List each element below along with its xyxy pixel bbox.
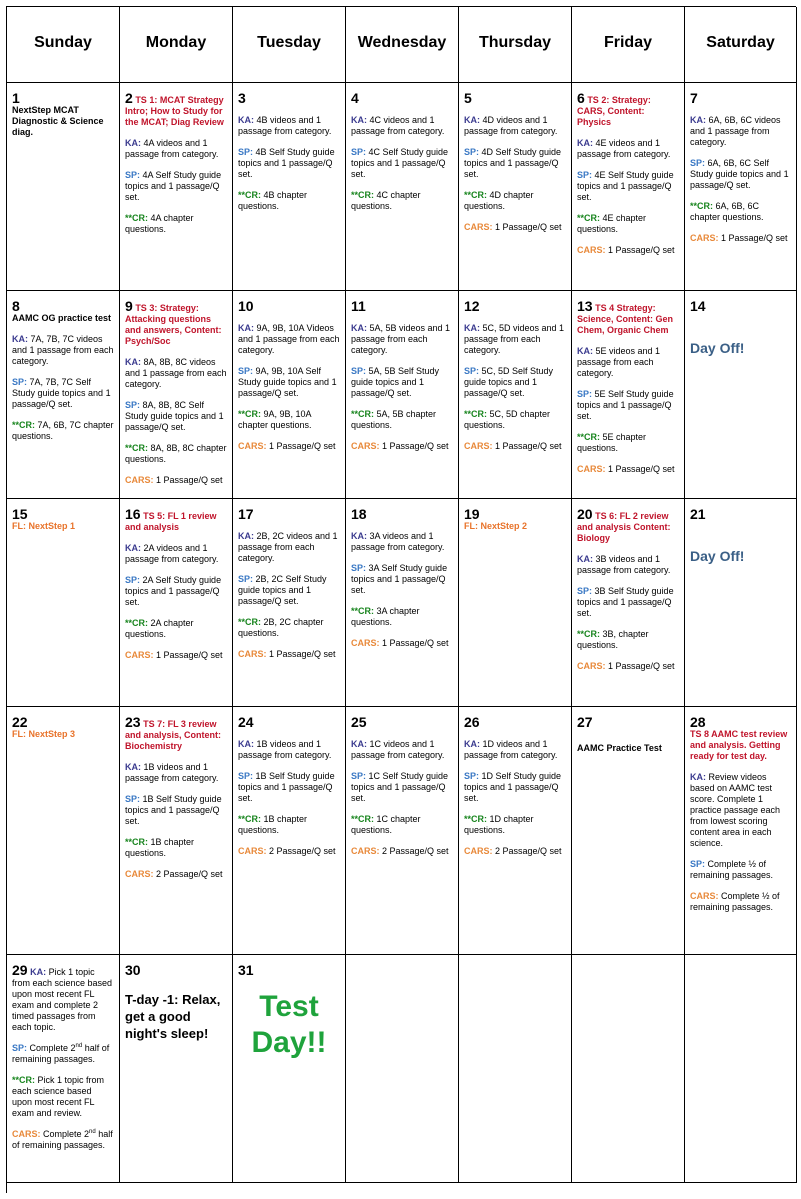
sp-label: SP:: [125, 400, 141, 410]
ka-label: KA:: [577, 138, 593, 148]
day-cell-19: [459, 499, 572, 707]
day-cell-6: [572, 83, 685, 291]
day-number: 18: [351, 506, 367, 522]
sp-text: 4D Self Study guide topics and 1 passage/Q set.: [464, 147, 562, 179]
day-number: 4: [351, 90, 359, 106]
ka-text: Review videos based on AAMC test score. Complete 1 practice passage each from lowest scoring content area in each science.: [690, 772, 781, 848]
ts-title: TS 2: Strategy: CARS, Content: Physics: [577, 95, 651, 127]
header-thursday: Thursday: [459, 7, 572, 83]
empty-cell: [572, 955, 685, 1183]
ka-text: 1C videos and 1 passage from category.: [351, 739, 445, 760]
day-cell-4: [346, 83, 459, 291]
test-day-label: Test Day!!: [251, 990, 327, 1059]
sp-label: SP:: [351, 366, 367, 376]
ts-title: TS 7: FL 3 review and analysis, Content: Biochemistry: [125, 719, 222, 751]
cr-text: 3B, chapter questions.: [577, 629, 649, 650]
day-cell-1: [7, 83, 120, 291]
day-number: 12: [464, 298, 480, 314]
ka-text: 4C videos and 1 passage from category.: [351, 115, 445, 136]
ka-text: 3A videos and 1 passage from category.: [351, 531, 445, 552]
ka-text: 4B videos and 1 passage from category.: [238, 115, 332, 136]
sp-label: SP:: [125, 794, 141, 804]
day-cell-7: [685, 83, 797, 291]
day-off-label: Day Off!: [690, 548, 745, 564]
day-number: 11: [351, 298, 366, 314]
day-event-title: AAMC OG practice test: [12, 313, 112, 323]
day-number: 22: [12, 714, 28, 730]
ka-text: 5E videos and 1 passage from each category.: [577, 346, 661, 378]
cars-text: 1 Passage/Q set: [718, 233, 788, 243]
sp-text: 1D Self Study guide topics and 1 passage/Q set.: [464, 771, 562, 803]
day-off-label: Day Off!: [690, 340, 745, 356]
ts-title: TS 3: Strategy: Attacking questions and answers, Content: Psych/Soc: [125, 303, 222, 346]
cr-label: **CR:: [351, 409, 375, 419]
sp-label: SP:: [238, 366, 254, 376]
cr-text: 2B, 2C chapter questions.: [238, 617, 324, 638]
day-number: 16: [125, 506, 141, 522]
cars-text: 2 Passage/Q set: [492, 846, 562, 856]
header-monday: Monday: [120, 7, 233, 83]
day-event-title: NextStep MCAT Diagnostic & Science diag.: [12, 105, 104, 137]
cr-text: 1C chapter questions.: [351, 814, 421, 835]
cr-label: **CR:: [690, 201, 714, 211]
cars-text: 1 Passage/Q set: [492, 441, 562, 451]
sp-text: 3A Self Study guide topics and 1 passage/Q set.: [351, 563, 448, 595]
cr-label: **CR:: [12, 420, 36, 430]
cars-label: CARS:: [351, 846, 380, 856]
cars-text: Complete ½ of remaining passages.: [690, 891, 780, 912]
sp-label: SP:: [12, 1043, 28, 1053]
cars-text: 1 Passage/Q set: [605, 661, 675, 671]
day-number: 8: [12, 298, 20, 314]
sp-text: 3B Self Study guide topics and 1 passage/Q set.: [577, 586, 674, 618]
day-number: 9: [125, 298, 133, 314]
ka-label: KA:: [351, 739, 367, 749]
day-number: 21: [690, 506, 706, 522]
cars-text: 1 Passage/Q set: [266, 649, 336, 659]
sp-text: 4A Self Study guide topics and 1 passage/Q set.: [125, 170, 222, 202]
day-cell-26: [459, 707, 572, 955]
ordinal-suffix: nd: [89, 1129, 96, 1135]
day-cell-22: [7, 707, 120, 955]
day-number: 17: [238, 506, 254, 522]
cr-text: 6A, 6B, 6C chapter questions.: [690, 201, 764, 222]
ka-label: KA:: [238, 323, 254, 333]
t-day-minus-one-note: T-day -1: Relax, get a good night's sleep!: [125, 992, 221, 1041]
day-cell-10: [233, 291, 346, 499]
ka-label: KA:: [577, 346, 593, 356]
sp-label: SP:: [12, 377, 28, 387]
cr-label: **CR:: [577, 629, 601, 639]
cr-text: 4D chapter questions.: [464, 190, 534, 211]
cr-label: **CR:: [238, 190, 262, 200]
cr-text: 4B chapter questions.: [238, 190, 308, 211]
sp-label: SP:: [351, 147, 367, 157]
ka-text: 1B videos and 1 passage from category.: [125, 762, 219, 783]
cr-text: 4C chapter questions.: [351, 190, 421, 211]
day-cell-27: [572, 707, 685, 955]
sp-text: Complete ½ of remaining passages.: [690, 859, 774, 880]
cr-label: **CR:: [238, 409, 262, 419]
ka-text: 2A videos and 1 passage from category.: [125, 543, 219, 564]
cr-text: 5A, 5B chapter questions.: [351, 409, 437, 430]
calendar: [6, 6, 796, 1193]
full-length-label: FL: NextStep 2: [464, 521, 528, 531]
day-number: 24: [238, 714, 254, 730]
ka-label: KA:: [577, 554, 593, 564]
sp-label: SP:: [464, 147, 480, 157]
ka-label: KA:: [351, 323, 367, 333]
day-number: 29: [12, 962, 28, 978]
ka-text: 4D videos and 1 passage from category.: [464, 115, 558, 136]
cr-text: 7A, 6B, 7C chapter questions.: [12, 420, 114, 441]
sp-text: 5C, 5D Self Study guide topics and 1 passage/Q set.: [464, 366, 554, 398]
cars-label: CARS:: [577, 464, 606, 474]
cr-label: **CR:: [125, 837, 149, 847]
cr-label: **CR:: [464, 814, 488, 824]
cr-label: **CR:: [464, 409, 488, 419]
ts-title: TS 5: FL 1 review and analysis: [125, 511, 217, 532]
cars-label: CARS:: [464, 222, 493, 232]
sp-label: SP:: [577, 586, 593, 596]
ka-label: KA:: [464, 115, 480, 125]
day-number: 10: [238, 298, 254, 314]
ka-text: 2B, 2C videos and 1 passage from each category.: [238, 531, 338, 563]
cars-text: 1 Passage/Q set: [605, 464, 675, 474]
full-length-label: FL: NextStep 3: [12, 729, 76, 739]
ts-title: TS 4 Strategy: Science, Content: Gen Chem, Organic Chem: [577, 303, 674, 335]
sp-text: 2B, 2C Self Study guide topics and 1 passage/Q set.: [238, 574, 327, 606]
cr-label: **CR:: [351, 814, 375, 824]
sp-label: SP:: [577, 170, 593, 180]
sp-text: 5A, 5B Self Study guide topics and 1 passage/Q set.: [351, 366, 440, 398]
day-cell-11: [346, 291, 459, 499]
cr-label: **CR:: [351, 606, 375, 616]
day-number: 14: [690, 298, 706, 314]
sp-text: Complete 2: [27, 1043, 76, 1053]
cr-label: **CR:: [238, 617, 262, 627]
ts-title: TS 1: MCAT Strategy Intro; How to Study for the MCAT; Diag Review: [125, 95, 224, 127]
ka-text: 4E videos and 1 passage from category.: [577, 138, 671, 159]
cars-text-cont: half of remaining passages.: [12, 1129, 113, 1150]
cars-text: 1 Passage/Q set: [379, 441, 449, 451]
cr-label: **CR:: [577, 432, 601, 442]
sp-text: 1B Self Study guide topics and 1 passage/Q set.: [125, 794, 222, 826]
cars-label: CARS:: [12, 1129, 41, 1139]
cars-label: CARS:: [577, 245, 606, 255]
cars-text: 1 Passage/Q set: [379, 638, 449, 648]
ts-title: TS 8 AAMC test review and analysis. Getting ready for test day.: [690, 729, 788, 761]
day-cell-17: [233, 499, 346, 707]
day-cell-12: [459, 291, 572, 499]
cr-text: 4E chapter questions.: [577, 213, 647, 234]
empty-cell: [346, 955, 459, 1183]
day-number: 7: [690, 90, 698, 106]
day-cell-15: [7, 499, 120, 707]
sp-label: SP:: [238, 147, 254, 157]
cars-label: CARS:: [464, 846, 493, 856]
header-wednesday: Wednesday: [346, 7, 459, 83]
day-number: 31: [238, 962, 254, 978]
sp-text: 9A, 9B, 10A Self Study guide topics and 1 passage/Q set.: [238, 366, 337, 398]
ka-label: KA:: [464, 739, 480, 749]
cr-label: **CR:: [125, 213, 149, 223]
sp-label: SP:: [351, 563, 367, 573]
cars-text: 2 Passage/Q set: [266, 846, 336, 856]
ka-text: 9A, 9B, 10A Videos and 1 passage from each category.: [238, 323, 340, 355]
day-cell-14: [685, 291, 797, 499]
cars-label: CARS:: [238, 649, 267, 659]
cars-label: CARS:: [351, 638, 380, 648]
sp-text: 1B Self Study guide topics and 1 passage/Q set.: [238, 771, 335, 803]
ka-text: Pick 1 topic from each science based upon most recent FL exam and complete 2 timed passages from each topic.: [12, 967, 113, 1032]
sp-label: SP:: [464, 366, 480, 376]
header-saturday: Saturday: [685, 7, 797, 83]
cars-text: 1 Passage/Q set: [153, 475, 223, 485]
ka-text: 5C, 5D videos and 1 passage from each category.: [464, 323, 565, 355]
full-length-label: FL: NextStep 1: [12, 521, 76, 531]
ka-text: 7A, 7B, 7C videos and 1 passage from each category.: [12, 334, 114, 366]
day-number: 25: [351, 714, 367, 730]
cars-text: 1 Passage/Q set: [492, 222, 562, 232]
sp-text: 4B Self Study guide topics and 1 passage/Q set.: [238, 147, 335, 179]
sp-text: 2A Self Study guide topics and 1 passage/Q set.: [125, 575, 222, 607]
ka-text: 3B videos and 1 passage from category.: [577, 554, 671, 575]
cars-label: CARS:: [690, 891, 719, 901]
cr-label: **CR:: [577, 213, 601, 223]
day-cell-8: [7, 291, 120, 499]
day-cell-31: [233, 955, 346, 1183]
cr-text: 1B chapter questions.: [238, 814, 308, 835]
cars-text: 2 Passage/Q set: [379, 846, 449, 856]
day-cell-13: [572, 291, 685, 499]
ka-label: KA:: [238, 115, 254, 125]
ka-text: 8A, 8B, 8C videos and 1 passage from each category.: [125, 357, 227, 389]
cr-label: **CR:: [12, 1075, 36, 1085]
cr-label: **CR:: [464, 190, 488, 200]
ka-label: KA:: [125, 543, 141, 553]
day-cell-23: [120, 707, 233, 955]
sp-text: 8A, 8B, 8C Self Study guide topics and 1 passage/Q set.: [125, 400, 224, 432]
ka-label: KA:: [125, 357, 141, 367]
day-number: 19: [464, 506, 480, 522]
day-number: 13: [577, 298, 593, 314]
ka-label: KA:: [12, 334, 28, 344]
day-number: 6: [577, 90, 585, 106]
cr-text: 4A chapter questions.: [125, 213, 194, 234]
day-cell-21: [685, 499, 797, 707]
ka-text: 1D videos and 1 passage from category.: [464, 739, 558, 760]
ka-text: 6A, 6B, 6C videos and 1 passage from category.: [690, 115, 781, 147]
day-event-title: AAMC Practice Test: [577, 743, 662, 753]
empty-cell: [459, 955, 572, 1183]
cars-text: Complete 2: [40, 1129, 90, 1139]
day-cell-3: [233, 83, 346, 291]
sp-label: SP:: [125, 575, 141, 585]
day-number: 30: [125, 962, 141, 978]
sp-text: 7A, 7B, 7C Self Study guide topics and 1 passage/Q set.: [12, 377, 111, 409]
cars-text: 1 Passage/Q set: [153, 650, 223, 660]
sp-label: SP:: [464, 771, 480, 781]
cars-label: CARS:: [125, 869, 154, 879]
day-cell-16: [120, 499, 233, 707]
day-number: 15: [12, 506, 28, 522]
sp-label: SP:: [238, 771, 254, 781]
sp-label: SP:: [238, 574, 254, 584]
ka-label: KA:: [464, 323, 480, 333]
ka-label: KA:: [351, 115, 367, 125]
ordinal-suffix: nd: [75, 1043, 83, 1049]
sp-text: 1C Self Study guide topics and 1 passage/Q set.: [351, 771, 449, 803]
ka-label: KA:: [690, 115, 706, 125]
day-number: 20: [577, 506, 593, 522]
cr-text: 9A, 9B, 10A chapter questions.: [238, 409, 312, 430]
cr-label: **CR:: [125, 443, 149, 453]
day-cell-2: [120, 83, 233, 291]
ka-label: KA:: [30, 967, 47, 977]
sp-label: SP:: [125, 170, 141, 180]
cars-text: 1 Passage/Q set: [605, 245, 675, 255]
day-number: 26: [464, 714, 480, 730]
ka-text: 1B videos and 1 passage from category.: [238, 739, 332, 760]
cars-label: CARS:: [464, 441, 493, 451]
day-cell-25: [346, 707, 459, 955]
ka-label: KA:: [125, 138, 141, 148]
cars-label: CARS:: [125, 475, 154, 485]
day-cell-9: [120, 291, 233, 499]
day-number: 5: [464, 90, 472, 106]
cars-text: 2 Passage/Q set: [153, 869, 223, 879]
cr-text: Pick 1 topic from each science based upon most recent FL exam and review.: [12, 1075, 105, 1118]
cr-text: 3A chapter questions.: [351, 606, 420, 627]
ts-title: TS 6: FL 2 review and analysis Content: Biology: [577, 511, 671, 543]
cr-text: 1B chapter questions.: [125, 837, 195, 858]
cars-label: CARS:: [238, 846, 267, 856]
sp-text: 5E Self Study guide topics and 1 passage/Q set.: [577, 389, 674, 421]
cr-text: 5E chapter questions.: [577, 432, 647, 453]
day-number: 3: [238, 90, 246, 106]
day-cell-30: [120, 955, 233, 1183]
sp-label: SP:: [690, 859, 706, 869]
sp-label: SP:: [690, 158, 706, 168]
cr-label: **CR:: [125, 618, 149, 628]
day-number: 2: [125, 90, 133, 106]
day-cell-18: [346, 499, 459, 707]
header-friday: Friday: [572, 7, 685, 83]
cars-label: CARS:: [351, 441, 380, 451]
ka-label: KA:: [238, 531, 254, 541]
header-sunday: Sunday: [7, 7, 120, 83]
cr-text: 2A chapter questions.: [125, 618, 194, 639]
ka-label: KA:: [351, 531, 367, 541]
sp-label: SP:: [577, 389, 593, 399]
cr-text: 5C, 5D chapter questions.: [464, 409, 551, 430]
cr-label: **CR:: [238, 814, 262, 824]
cr-text: 8A, 8B, 8C chapter questions.: [125, 443, 227, 464]
ka-text: 5A, 5B videos and 1 passage from each category.: [351, 323, 451, 355]
sp-text: 4E Self Study guide topics and 1 passage/Q set.: [577, 170, 674, 202]
day-cell-24: [233, 707, 346, 955]
day-cell-20: [572, 499, 685, 707]
cars-label: CARS:: [238, 441, 267, 451]
ka-text: 4A videos and 1 passage from category.: [125, 138, 219, 159]
cars-label: CARS:: [125, 650, 154, 660]
cr-label: **CR:: [351, 190, 375, 200]
day-number: 1: [12, 90, 20, 106]
day-cell-29: [7, 955, 120, 1183]
day-number: 27: [577, 714, 593, 730]
cars-label: CARS:: [577, 661, 606, 671]
day-cell-28: [685, 707, 797, 955]
empty-cell: [685, 955, 797, 1183]
cars-text: 1 Passage/Q set: [266, 441, 336, 451]
sp-text-cont: half of remaining passages.: [12, 1043, 110, 1064]
ka-label: KA:: [125, 762, 141, 772]
sp-text: 6A, 6B, 6C Self Study guide topics and 1 passage/Q set.: [690, 158, 789, 190]
header-tuesday: Tuesday: [233, 7, 346, 83]
day-number: 28: [690, 714, 706, 730]
sp-text: 4C Self Study guide topics and 1 passage/Q set.: [351, 147, 449, 179]
day-cell-5: [459, 83, 572, 291]
cr-text: 1D chapter questions.: [464, 814, 534, 835]
cars-label: CARS:: [690, 233, 719, 243]
day-number: 23: [125, 714, 141, 730]
ka-label: KA:: [238, 739, 254, 749]
ka-label: KA:: [690, 772, 706, 782]
sp-label: SP:: [351, 771, 367, 781]
